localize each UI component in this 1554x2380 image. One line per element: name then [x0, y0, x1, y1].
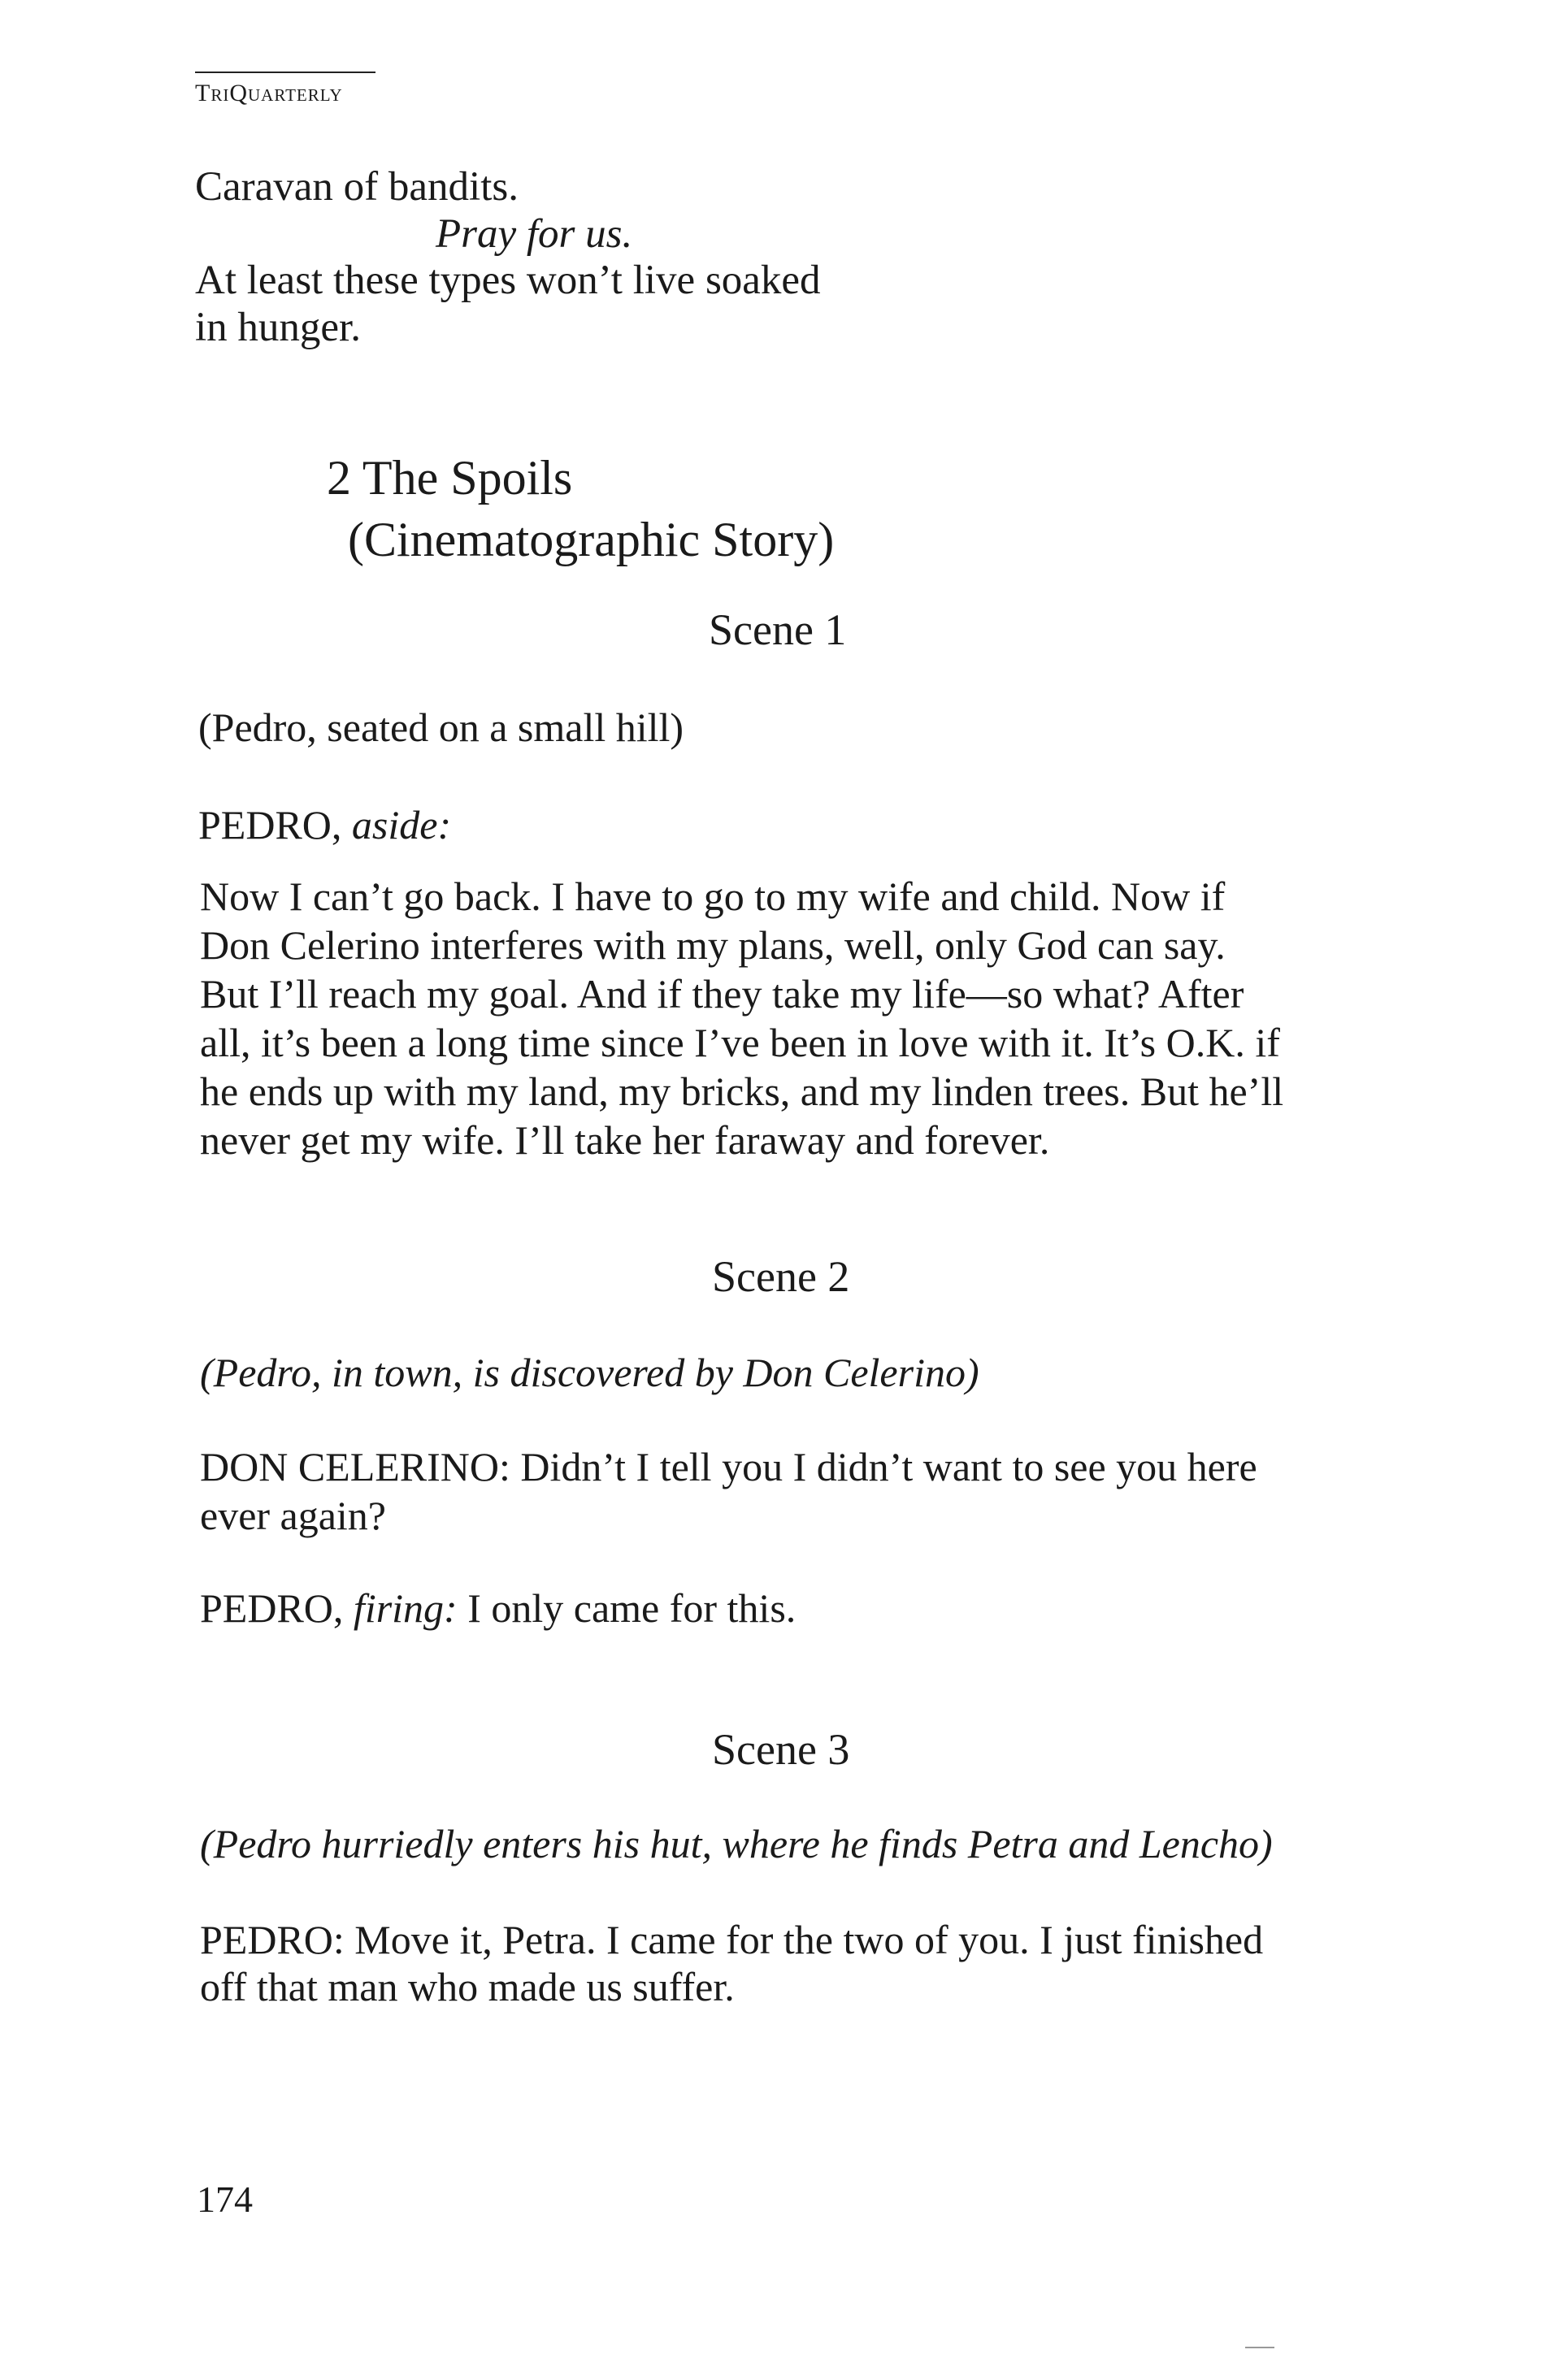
verse-line-3: At least these types won’t live soaked: [195, 258, 821, 303]
section-title: 2 The Spoils: [327, 451, 573, 505]
scene-1-speech-line-3: But I’ll reach my goal. And if they take my life—so what? After: [200, 971, 1244, 1017]
print-mark: [1245, 2347, 1274, 2348]
speaker-stage-note: firing:: [353, 1585, 458, 1631]
page-number: 174: [197, 2178, 253, 2220]
scene-3-pedro-line-2: off that man who made us suffer.: [200, 1964, 735, 2009]
scene-3-direction: (Pedro hurriedly enters his hut, where he finds Petra and Lencho): [200, 1821, 1273, 1866]
scene-1-speech-line-1: Now I can’t go back. I have to go to my wife and child. Now if: [200, 874, 1226, 919]
scene-2-direction: (Pedro, in town, is discovered by Don Celerino): [200, 1350, 979, 1395]
speaker-stage-note: aside:: [351, 802, 452, 848]
scene-3-pedro-line-1: PEDRO: Move it, Petra. I came for the two of you. I just finished: [200, 1917, 1264, 1962]
speaker-name: PEDRO,: [198, 802, 342, 848]
scene-2-don-line-1: DON CELERINO: Didn’t I tell you I didn’t want to see you here: [200, 1444, 1257, 1489]
verse-line-4: in hunger.: [195, 305, 361, 350]
scene-1-speaker: [198, 802, 452, 848]
scene-2-heading: Scene 2: [712, 1252, 850, 1301]
running-head: TriQuarterly: [195, 80, 343, 106]
scene-1-speech-line-5: he ends up with my land, my bricks, and my linden trees. But he’ll: [200, 1069, 1284, 1114]
verse-line-2: Pray for us.: [436, 211, 633, 257]
scene-2-pedro-line: [200, 1585, 797, 1631]
running-head-rule: [195, 72, 375, 73]
speech-text: I only came for this.: [467, 1585, 797, 1631]
scene-3-heading: Scene 3: [712, 1725, 850, 1774]
scene-1-direction: (Pedro, seated on a small hill): [198, 704, 684, 750]
scene-1-speech-line-6: never get my wife. I’ll take her faraway and forever.: [200, 1117, 1050, 1163]
verse-line-1: Caravan of bandits.: [195, 164, 519, 210]
scene-1-speech-line-2: Don Celerino interferes with my plans, well, only God can say.: [200, 922, 1226, 968]
scene-2-don-line-2: ever again?: [200, 1493, 387, 1538]
section-subtitle: (Cinematographic Story): [348, 513, 835, 566]
scene-1-speech-line-4: all, it’s been a long time since I’ve been in love with it. It’s O.K. if: [200, 1020, 1280, 1065]
speaker-name: PEDRO,: [200, 1585, 344, 1631]
scene-1-heading: Scene 1: [709, 605, 847, 654]
